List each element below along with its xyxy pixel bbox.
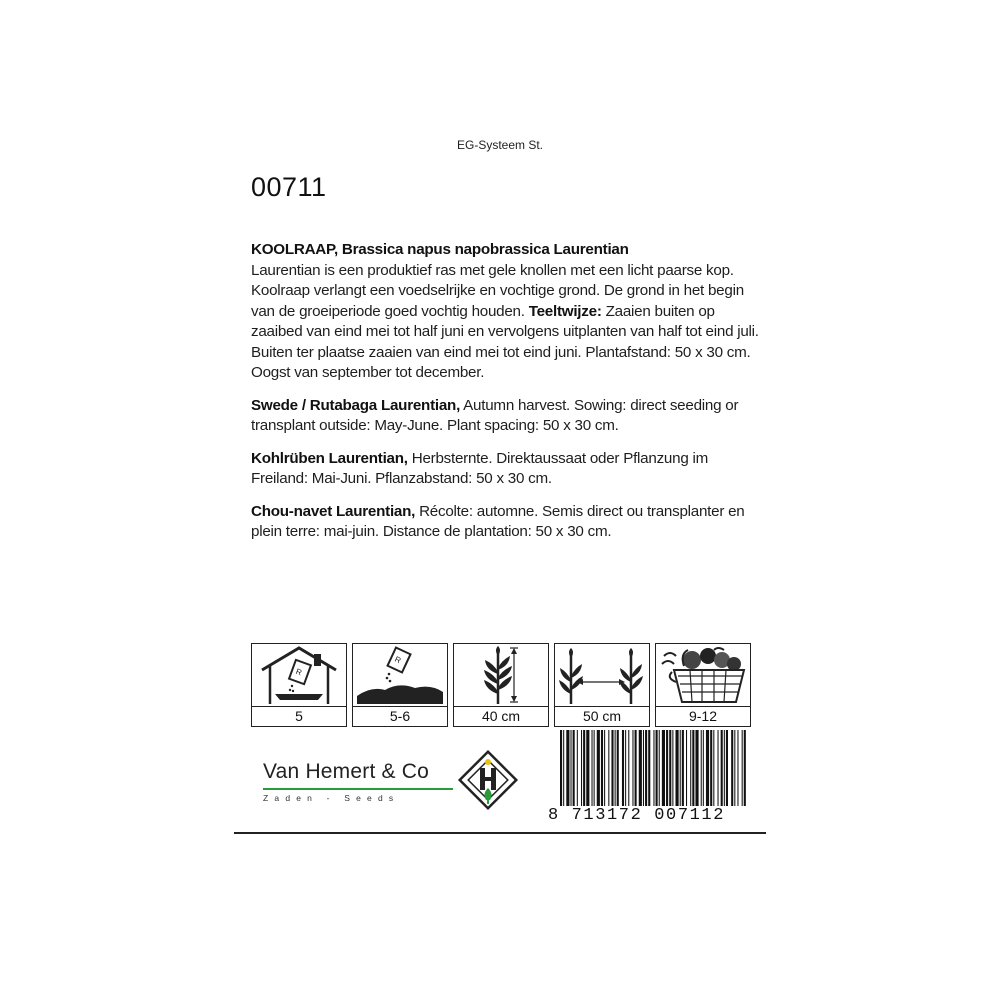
barcode-bar (628, 730, 629, 806)
barcode-bar (611, 730, 613, 806)
barcode-bar (608, 730, 609, 806)
barcode-bar (744, 730, 746, 806)
certification-label: EG-Systeem St. (456, 138, 544, 152)
brand-name: Van Hemert & Co (263, 760, 430, 783)
barcode-bar (695, 730, 698, 806)
barcode-bar (706, 730, 709, 806)
dutch-text-2: Zaaien buiten op zaaibed van eind mei tot half juni en vervolgens uitplanten van half tot eind juli. Buiten ter plaatse zaaien van eind mei tot eind juni. Plantafstand: 50 x 30 cm. Oogst van september tot december. (251, 302, 759, 381)
outdoor-sowing-cell (352, 643, 448, 727)
plant-spacing-cell (554, 643, 650, 727)
barcode (558, 730, 748, 808)
barcode-bar (583, 730, 585, 806)
barcode-bar (571, 730, 572, 806)
french-text: Récolte: automne. Semis direct ou transplanter en plein terre: mai-juin. Distance de plantation: 50 x 30 cm. (251, 502, 745, 540)
svg-text:R: R (294, 666, 304, 678)
dutch-title: KOOLRAAP, Brassica napus napobrassica Laurentian (251, 241, 629, 258)
barcode-bar (643, 730, 644, 806)
french-paragraph (251, 502, 761, 543)
barcode-bar (742, 730, 743, 806)
barcode-bar (586, 730, 589, 806)
barcode-bar (635, 730, 637, 806)
barcode-bar (617, 730, 619, 806)
brand-divider (263, 788, 453, 790)
french-title: Chou-navet Laurentian, (251, 502, 416, 520)
barcode-bar (676, 730, 679, 806)
barcode-bar (597, 730, 600, 806)
barcode-bar (577, 730, 578, 806)
barcode-bar (703, 730, 704, 806)
bottom-divider (234, 832, 766, 834)
plant-spacing-label: 50 cm (582, 708, 622, 724)
indoor-sowing-cell (251, 643, 347, 727)
svg-text:R: R (393, 654, 403, 666)
barcode-bars (558, 730, 748, 808)
barcode-bar (724, 730, 725, 806)
barcode-number: 8 713172 007112 (548, 806, 726, 825)
barcode-bar (734, 730, 735, 806)
dutch-paragraph-title (251, 240, 761, 261)
brand-logo (263, 760, 453, 803)
barcode-bar (581, 730, 582, 806)
plant-spacing-icon (555, 644, 649, 707)
barcode-bar (632, 730, 633, 806)
barcode-bar (682, 730, 684, 806)
barcode-bar (680, 730, 681, 806)
barcode-bar (573, 730, 575, 806)
english-paragraph (251, 396, 761, 437)
barcode-bar (710, 730, 712, 806)
article-code: 00711 (251, 172, 327, 202)
barcode-bar (692, 730, 694, 806)
barcode-bar (690, 730, 691, 806)
barcode-bar (560, 730, 562, 806)
plant-height-cell (453, 643, 549, 727)
barcode-bar (662, 730, 665, 806)
english-text: Autumn harvest. Sowing: direct seeding or transplant outside: May-June. Plant spacing: 50 x 30 cm. (251, 396, 739, 434)
harvest-basket-icon (656, 644, 750, 707)
description-block (251, 240, 761, 555)
dutch-text-1: Laurentian is een produktief ras met gele knollen met een licht paarse kop. Koolraap verlangt een voedselrijke en vochtige grond. De grond in het begin van de groeiperiode goed vochtig houden. (251, 261, 744, 320)
english-title: Swede / Rutabaga Laurentian, (251, 396, 461, 414)
barcode-bar (721, 730, 723, 806)
barcode-bar (648, 730, 650, 806)
dutch-paragraph (251, 261, 761, 384)
barcode-bar (615, 730, 616, 806)
barcode-bar (686, 730, 687, 806)
indoor-sowing-label: 5 (295, 708, 303, 724)
brand-subtitle: Zaden - Seeds (263, 793, 400, 803)
outdoor-sowing-label: 5-6 (389, 708, 411, 724)
barcode-bar (672, 730, 673, 806)
barcode-bar (737, 730, 738, 806)
barcode-bar (653, 730, 654, 806)
barcode-bar (659, 730, 660, 806)
barcode-bar (726, 730, 728, 806)
barcode-bar (701, 730, 702, 806)
barcode-bar (718, 730, 719, 806)
barcode-bar (594, 730, 595, 806)
barcode-bar (625, 730, 626, 806)
outdoor-sowing-icon (353, 644, 447, 707)
barcode-bar (604, 730, 605, 806)
german-title: Kohlrüben Laurentian, (251, 449, 408, 467)
plant-height-label: 40 cm (481, 708, 521, 724)
barcode-bar (639, 730, 642, 806)
barcode-bar (713, 730, 714, 806)
barcode-bar (666, 730, 668, 806)
german-paragraph (251, 449, 761, 490)
barcode-bar (645, 730, 647, 806)
indoor-sowing-icon (252, 644, 346, 707)
plant-height-icon (454, 644, 548, 707)
barcode-bar (563, 730, 564, 806)
barcode-bar (731, 730, 733, 806)
german-text: Herbsternte. Direktaussaat oder Pflanzung im Freiland: Mai-Juni. Pflanzabstand: 50 x 30 cm. (251, 449, 709, 487)
barcode-bar (566, 730, 569, 806)
dutch-cultivation-label: Teeltwijze: (528, 302, 602, 320)
barcode-bar (656, 730, 658, 806)
harvest-cell (655, 643, 751, 727)
harvest-label: 9-12 (688, 708, 718, 724)
company-emblem-icon (456, 748, 520, 812)
barcode-bar (592, 730, 593, 806)
barcode-bar (622, 730, 624, 806)
barcode-bar (601, 730, 603, 806)
barcode-bar (669, 730, 671, 806)
